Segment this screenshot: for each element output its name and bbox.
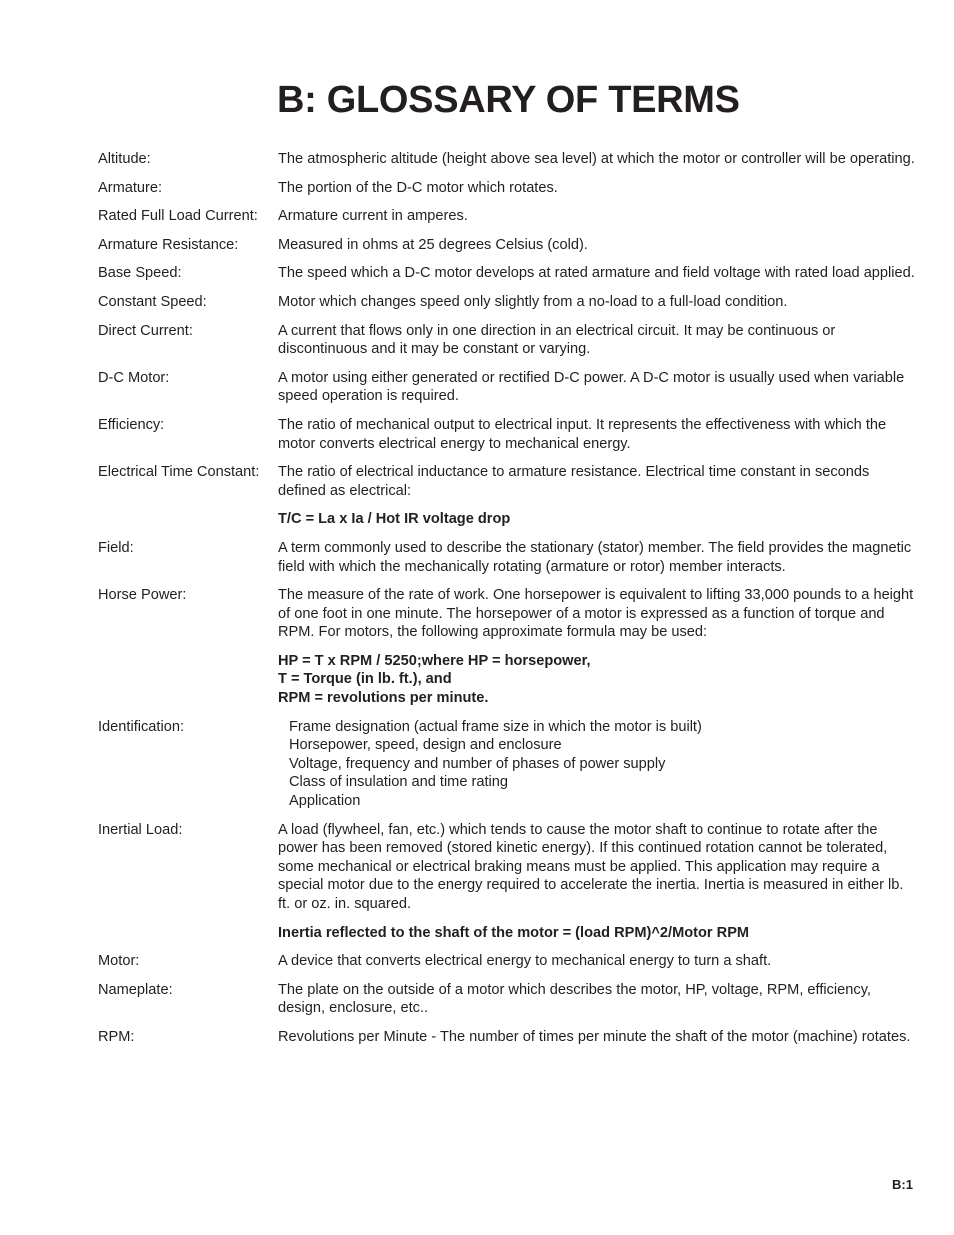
term-label: Efficiency: <box>98 416 165 433</box>
term-label: Identification: <box>98 718 184 735</box>
glossary-entry-rpm <box>98 1028 918 1047</box>
glossary-entry-altitude <box>98 150 918 169</box>
term-label: Nameplate: <box>98 981 173 998</box>
formula-line: RPM = revolutions per minute. <box>278 690 489 707</box>
glossary-entry-base-speed <box>98 264 918 283</box>
glossary-entry-horse-power <box>98 586 918 708</box>
term-label: Rated Full Load Current: <box>98 208 258 225</box>
glossary-entry-armature-resistance <box>98 236 918 255</box>
term-label: RPM: <box>98 1028 135 1045</box>
term-definition: A load (flywheel, fan, etc.) which tends to cause the motor shaft to continue to rotate after the power has been removed (stored kinetic energy). If this continued rotation cannot be tolerated, some mechanical or electrical braking means must be applied. This application may require a special motor due to the energy required to accelerate the inertia. Inertia is measured in either lb. ft. or oz. in. squared. <box>278 821 904 912</box>
term-definition: Revolutions per Minute - The number of times per minute the shaft of the motor (machine) rotates. <box>278 1028 911 1045</box>
term-label: Altitude: <box>98 151 151 167</box>
glossary-entry-dc-motor <box>98 369 918 406</box>
glossary-entry-identification <box>98 718 918 811</box>
glossary-entry-motor <box>98 952 918 971</box>
term-definition: The ratio of mechanical output to electrical input. It represents the effectiveness with which the motor converts electrical energy to mechanical energy. <box>278 416 887 452</box>
glossary-entry-direct-current <box>98 322 918 359</box>
term-definition: The ratio of electrical inductance to armature resistance. Electrical time constant in seconds defined as electrical: <box>278 464 870 499</box>
formula: Inertia reflected to the shaft of the motor = (load RPM)^2/Motor RPM <box>278 924 750 941</box>
term-label: Base Speed: <box>98 265 182 282</box>
term-label: Armature Resistance: <box>98 236 239 253</box>
page-number: B:1 <box>892 1177 913 1192</box>
formula <box>278 652 918 708</box>
term-definition: A motor using either generated or rectified D-C power. A D-C motor is usually used when variable speed operation is required. <box>278 369 905 405</box>
glossary-entry-efficiency <box>98 416 918 453</box>
list-item: Class of insulation and time rating <box>289 774 509 791</box>
term-label: Motor: <box>98 953 140 970</box>
term-label: Field: <box>98 539 134 556</box>
term-definition: The portion of the D-C motor which rotates. <box>278 179 558 196</box>
term-definition: The plate on the outside of a motor which describes the motor, HP, voltage, RPM, efficiency, design, enclosure, etc.. <box>278 981 871 1017</box>
formula-line: HP = T x RPM / 5250;where HP = horsepower, <box>278 652 591 669</box>
list-item: Frame designation (actual frame size in which the motor is built) <box>289 718 702 735</box>
formula: T/C = La x Ia / Hot IR voltage drop <box>278 511 511 528</box>
page-title: B: GLOSSARY OF TERMS <box>277 79 740 121</box>
glossary-entry-nameplate <box>98 981 918 1018</box>
term-label: D-C Motor: <box>98 369 170 386</box>
term-label: Inertial Load: <box>98 821 183 838</box>
glossary-list <box>98 150 918 1057</box>
glossary-entry-electrical-time-constant <box>98 463 918 529</box>
term-definition: The atmospheric altitude (height above sea level) at which the motor or controller will be operating. <box>278 151 915 167</box>
list-item: Application <box>289 793 361 810</box>
term-definition: A current that flows only in one direction in an electrical circuit. It may be continuous or discontinuous and it may be constant or varying. <box>278 322 836 358</box>
term-definition: The measure of the rate of work. One horsepower is equivalent to lifting 33,000 pounds to a height of one foot in one minute. The horsepower of a motor is expressed as a function of torque and RPM. For motors, the following approximate formula may be used: <box>278 587 914 641</box>
list-item: Voltage, frequency and number of phases of power supply <box>289 755 666 772</box>
term-label: Constant Speed: <box>98 293 207 310</box>
term-label: Armature: <box>98 179 163 196</box>
term-definition: A device that converts electrical energy to mechanical energy to turn a shaft. <box>278 953 772 970</box>
term-definition: Motor which changes speed only slightly from a no-load to a full-load condition. <box>278 293 788 310</box>
term-label: Horse Power: <box>98 587 187 604</box>
identification-list <box>278 718 918 811</box>
glossary-entry-armature <box>98 179 918 198</box>
term-definition: The speed which a D-C motor develops at rated armature and field voltage with rated load applied. <box>278 265 915 282</box>
formula-line: T = Torque (in lb. ft.), and <box>278 671 452 688</box>
term-label: Electrical Time Constant: <box>98 464 260 481</box>
glossary-entry-inertial-load <box>98 821 918 943</box>
glossary-entry-rated-full-load-current <box>98 207 918 226</box>
glossary-entry-constant-speed <box>98 293 918 312</box>
term-label: Direct Current: <box>98 322 193 339</box>
glossary-entry-field <box>98 539 918 576</box>
term-definition: Armature current in amperes. <box>278 208 468 225</box>
term-definition: A term commonly used to describe the stationary (stator) member. The field provides the magnetic field with which the mechanically rotating (armature or rotor) member interacts. <box>278 539 912 575</box>
list-item: Horsepower, speed, design and enclosure <box>289 737 562 754</box>
term-definition: Measured in ohms at 25 degrees Celsius (cold). <box>278 236 588 253</box>
